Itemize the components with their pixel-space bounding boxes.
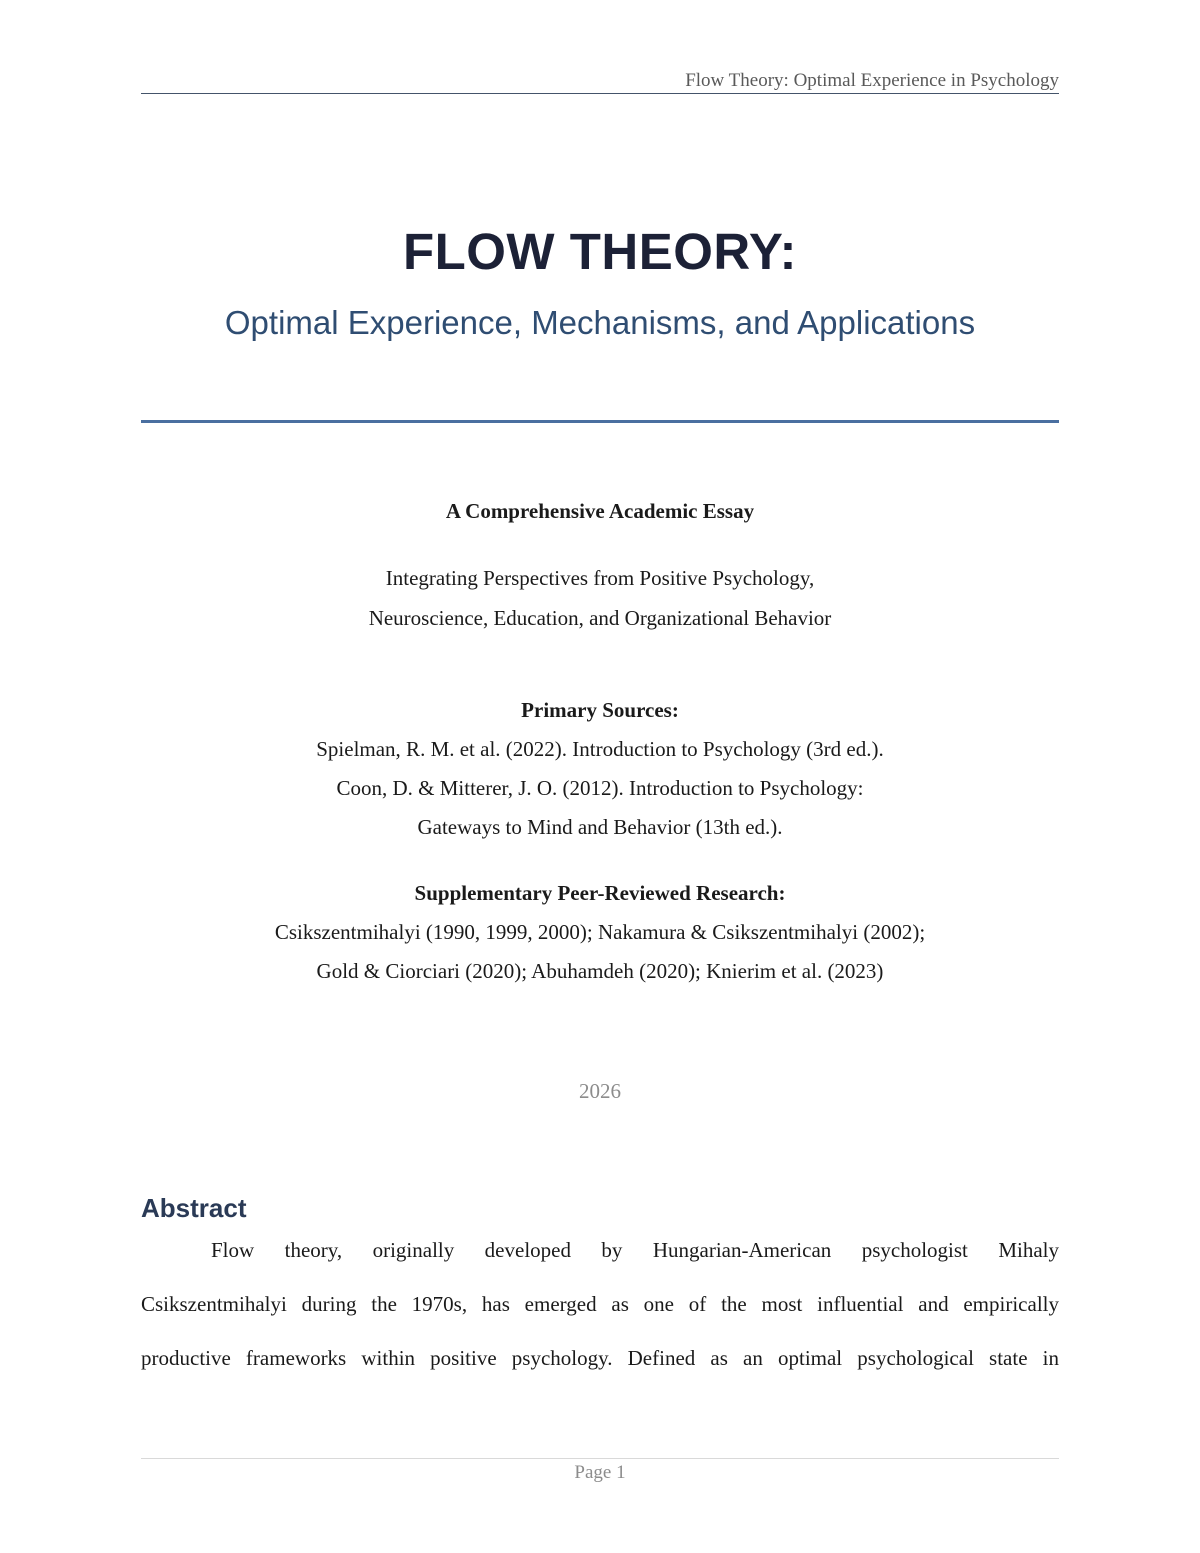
abstract-heading: Abstract: [141, 1193, 247, 1223]
document-subtitle: Optimal Experience, Mechanisms, and Applications: [224, 304, 976, 341]
primary-source-line: Spielman, R. M. et al. (2022). Introduction to Psychology (3rd ed.).: [316, 737, 884, 761]
supplementary-heading: Supplementary Peer-Reviewed Research:: [414, 881, 786, 905]
primary-source-line: Coon, D. & Mitterer, J. O. (2012). Introduction to Psychology:: [336, 776, 864, 800]
running-header: Flow Theory: Optimal Experience in Psychology: [685, 70, 1059, 91]
primary-sources-heading: Primary Sources:: [521, 698, 679, 722]
header-rule: [141, 93, 1059, 94]
abstract-text-line: productive frameworks within positive psychology. Defined as an optimal psychological state in: [141, 1346, 1059, 1370]
integrating-line: Neuroscience, Education, and Organizational Behavior: [368, 606, 832, 630]
abstract-text-line: Flow theory, originally developed by Hungarian-American psychologist Mihaly: [211, 1238, 1059, 1262]
supplementary-line: Gold & Ciorciari (2020); Abuhamdeh (2020); Knierim et al. (2023): [316, 959, 884, 983]
document-title: FLOW THEORY:: [402, 223, 798, 280]
supplementary-line: Csikszentmihalyi (1990, 1999, 2000); Nakamura & Csikszentmihalyi (2002);: [274, 920, 926, 944]
essay-type-label: A Comprehensive Academic Essay: [445, 499, 755, 523]
integrating-line: Integrating Perspectives from Positive Psychology,: [385, 566, 815, 590]
primary-source-line: Gateways to Mind and Behavior (13th ed.).: [417, 815, 783, 839]
title-rule: [141, 420, 1059, 423]
abstract-text-line: Csikszentmihalyi during the 1970s, has emerged as one of the most influential and empirically: [141, 1292, 1059, 1316]
document-year: 2026: [579, 1079, 621, 1103]
page-number: Page 1: [574, 1462, 626, 1483]
footer-rule: [141, 1458, 1059, 1459]
